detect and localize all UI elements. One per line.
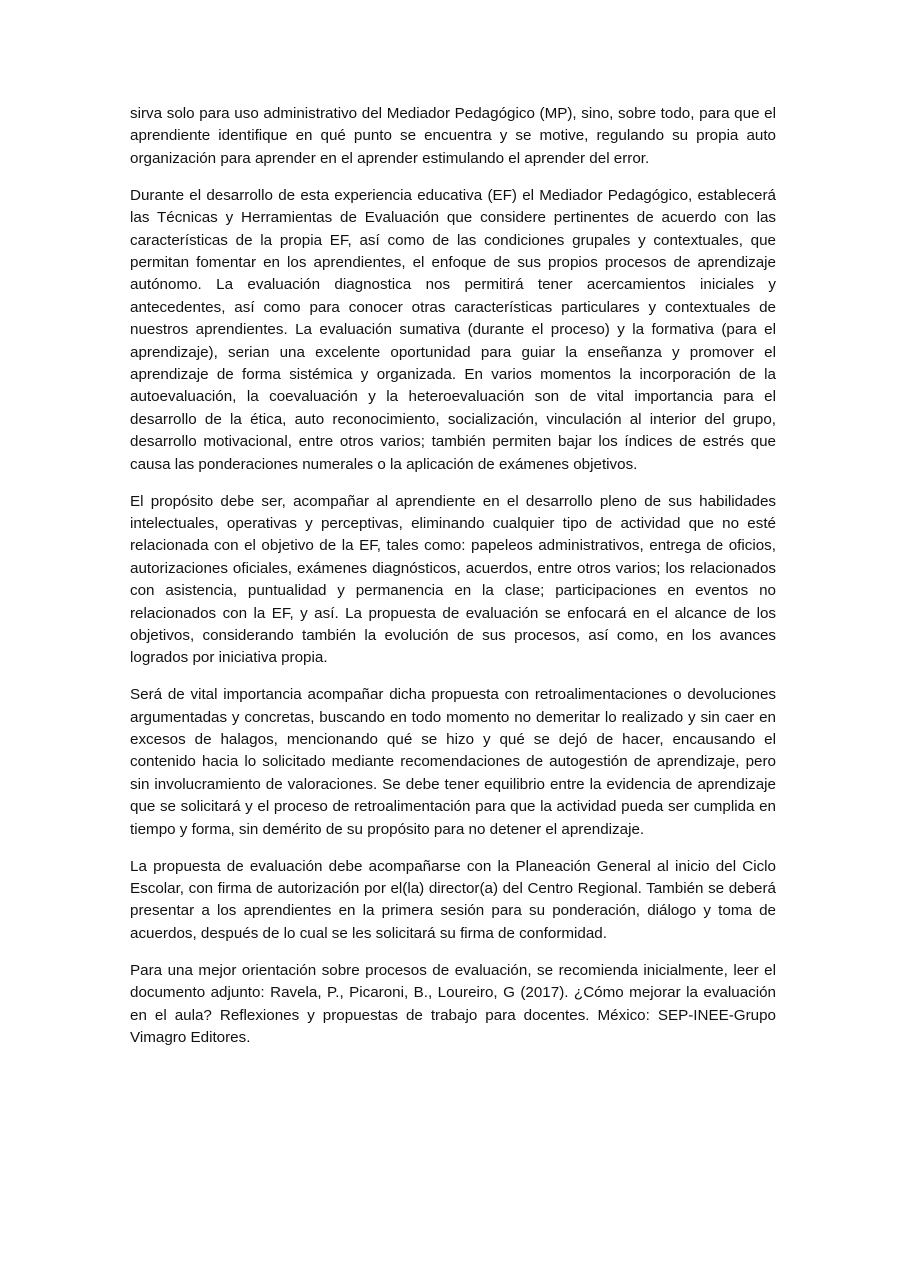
- paragraph-6: Para una mejor orientación sobre procesos de evaluación, se recomienda inicialmente, leer el documento adjunto: Ravela, P., Picaroni, B., Loureiro, G (2017). ¿Cómo mejorar la evaluación en el aula? Reflexiones y propuestas de trabajo para docentes. México: SEP-INEE-Grupo Vimagro Editores.: [130, 961, 776, 1046]
- document-body: [130, 103, 776, 1064]
- paragraph-1: sirva solo para uso administrativo del Mediador Pedagógico (MP), sino, sobre todo, para que el aprendiente identifique en qué punto se encuentra y se motive, regulando su propia auto organización para aprender en el aprender estimulando el aprender del error.: [130, 105, 776, 167]
- paragraph-5: La propuesta de evaluación debe acompañarse con la Planeación General al inicio del Ciclo Escolar, con firma de autorización por el(la) director(a) del Centro Regional. También se deberá presentar a los aprendientes en la primera sesión para su ponderación, diálogo y toma de acuerdos, después de lo cual se les solicitará su firma de conformidad.: [130, 857, 776, 942]
- paragraph-4: Será de vital importancia acompañar dicha propuesta con retroalimentaciones o devoluciones argumentadas y concretas, buscando en todo momento no demeritar lo realizado y sin caer en excesos de halagos, mencionando qué se hizo y qué se dejó de hacer, encausando el contenido hacia lo solicitado mediante recomendaciones de autogestión de aprendizaje, pero sin involucramiento de valoraciones. Se debe tener equilibrio entre la evidencia de aprendizaje que se solicitará y el proceso de retroalimentación para que la actividad pueda ser cumplida en tiempo y forma, sin demérito de su propósito para no detener el aprendizaje.: [130, 686, 776, 838]
- paragraph-3: El propósito debe ser, acompañar al aprendiente en el desarrollo pleno de sus habilidades intelectuales, operativas y perceptivas, eliminando cualquier tipo de actividad que no esté relacionada con el objetivo de la EF, tales como: papeleos administrativos, entrega de oficios, autorizaciones oficiales, exámenes diagnósticos, acuerdos, entre otros varios; los relacionados con asistencia, puntualidad y permanencia en la clase; participaciones en eventos no relacionados con la EF, y así. La propuesta de evaluación se enfocará en el alcance de los objetivos, considerando también la evolución de sus procesos, así como, en los avances logrados por iniciativa propia.: [130, 492, 776, 667]
- paragraph-2: Durante el desarrollo de esta experiencia educativa (EF) el Mediador Pedagógico, establecerá las Técnicas y Herramientas de Evaluación que considere pertinentes de acuerdo con las características de la propia EF, así como de las condiciones grupales y contextuales, que permitan fomentar en los aprendientes, el enfoque de sus propios procesos de aprendizaje autónomo. La evaluación diagnostica nos permitirá tener acercamientos iniciales y antecedentes, así como para conocer otras características particulares y contextuales de nuestros aprendientes. La evaluación sumativa (durante el proceso) y la formativa (para el aprendizaje), serian una excelente oportunidad para guiar la enseñanza y promover el aprendizaje de forma sistémica y organizada. En varios momentos la incorporación de la autoevaluación, la coevaluación y la heteroevaluación son de vital importancia para el desarrollo de la ética, auto reconocimiento, socialización, vinculación al interior del grupo, desarrollo motivacional, entre otros varios; también permiten bajar los índices de estrés que causa las ponderaciones numerales o la aplicación de exámenes objetivos.: [130, 186, 776, 473]
